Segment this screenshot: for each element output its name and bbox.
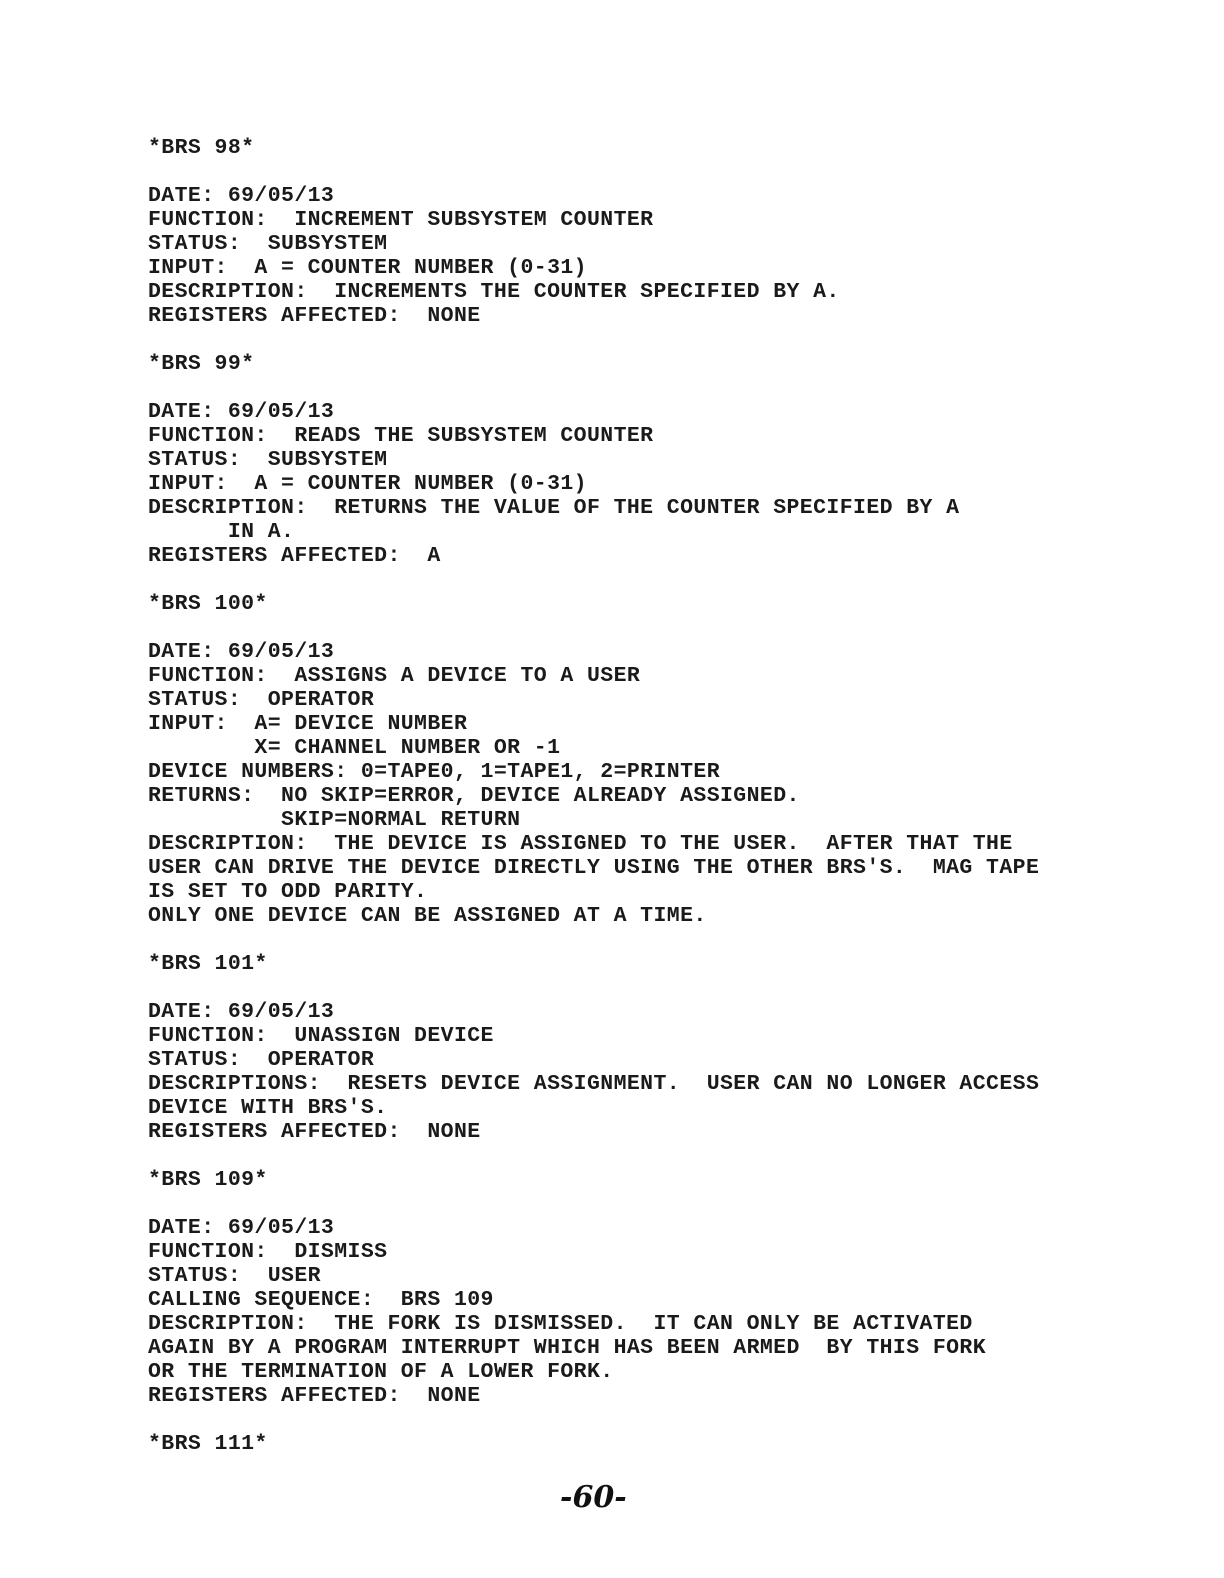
brs-100-input: INPUT: A= DEVICE NUMBER [148, 712, 468, 736]
section-header-brs-109: *BRS 109* [148, 1168, 268, 1192]
section-header-brs-99: *BRS 99* [148, 352, 255, 376]
brs-100-input-cont: X= CHANNEL NUMBER OR -1 [148, 736, 561, 760]
brs-109-description-cont-1: AGAIN BY A PROGRAM INTERRUPT WHICH HAS BEEN ARMED BY THIS FORK [148, 1336, 987, 1360]
brs-109-registers-affected: REGISTERS AFFECTED: NONE [148, 1384, 481, 1408]
brs-99-function: FUNCTION: READS THE SUBSYSTEM COUNTER [148, 424, 654, 448]
section-header-brs-101: *BRS 101* [148, 952, 268, 976]
brs-100-description: DESCRIPTION: THE DEVICE IS ASSIGNED TO THE USER. AFTER THAT THE [148, 832, 1013, 856]
brs-99-registers-affected: REGISTERS AFFECTED: A [148, 544, 441, 568]
brs-101-date: DATE: 69/05/13 [148, 1000, 335, 1024]
brs-109-calling-sequence: CALLING SEQUENCE: BRS 109 [148, 1288, 494, 1312]
section-header-brs-111: *BRS 111* [148, 1432, 268, 1456]
brs-109-function: FUNCTION: DISMISS [148, 1240, 388, 1264]
brs-99-description: DESCRIPTION: RETURNS THE VALUE OF THE COUNTER SPECIFIED BY A [148, 496, 960, 520]
brs-99-date: DATE: 69/05/13 [148, 400, 335, 424]
brs-98-function: FUNCTION: INCREMENT SUBSYSTEM COUNTER [148, 208, 654, 232]
brs-101-status: STATUS: OPERATOR [148, 1048, 375, 1072]
brs-101-descriptions: DESCRIPTIONS: RESETS DEVICE ASSIGNMENT. USER CAN NO LONGER ACCESS [148, 1072, 1040, 1096]
brs-109-date: DATE: 69/05/13 [148, 1216, 335, 1240]
brs-100-description-cont-2: IS SET TO ODD PARITY. [148, 880, 428, 904]
brs-101-descriptions-cont: DEVICE WITH BRS'S. [148, 1096, 388, 1120]
brs-100-function: FUNCTION: ASSIGNS A DEVICE TO A USER [148, 664, 641, 688]
brs-100-status: STATUS: OPERATOR [148, 688, 375, 712]
brs-98-description: DESCRIPTION: INCREMENTS THE COUNTER SPECIFIED BY A. [148, 280, 840, 304]
brs-109-status: STATUS: USER [148, 1264, 321, 1288]
brs-101-function: FUNCTION: UNASSIGN DEVICE [148, 1024, 494, 1048]
brs-101-registers-affected: REGISTERS AFFECTED: NONE [148, 1120, 481, 1144]
brs-99-input: INPUT: A = COUNTER NUMBER (0-31) [148, 472, 587, 496]
brs-100-description-cont-1: USER CAN DRIVE THE DEVICE DIRECTLY USING THE OTHER BRS'S. MAG TAPE [148, 856, 1040, 880]
brs-100-date: DATE: 69/05/13 [148, 640, 335, 664]
brs-100-device-numbers: DEVICE NUMBERS: 0=TAPE0, 1=TAPE1, 2=PRINTER [148, 760, 720, 784]
brs-109-description-cont-2: OR THE TERMINATION OF A LOWER FORK. [148, 1360, 614, 1384]
brs-100-returns-cont: SKIP=NORMAL RETURN [148, 808, 521, 832]
brs-98-date: DATE: 69/05/13 [148, 184, 335, 208]
brs-98-status: STATUS: SUBSYSTEM [148, 232, 388, 256]
section-header-brs-98: *BRS 98* [148, 136, 255, 160]
page-number: -60- [560, 1480, 627, 1515]
brs-100-returns: RETURNS: NO SKIP=ERROR, DEVICE ALREADY ASSIGNED. [148, 784, 800, 808]
brs-99-status: STATUS: SUBSYSTEM [148, 448, 388, 472]
brs-100-description-cont-3: ONLY ONE DEVICE CAN BE ASSIGNED AT A TIME. [148, 904, 707, 928]
section-header-brs-100: *BRS 100* [148, 592, 268, 616]
brs-109-description: DESCRIPTION: THE FORK IS DISMISSED. IT CAN ONLY BE ACTIVATED [148, 1312, 973, 1336]
brs-98-input: INPUT: A = COUNTER NUMBER (0-31) [148, 256, 587, 280]
brs-99-description-cont: IN A. [148, 520, 295, 544]
brs-98-registers-affected: REGISTERS AFFECTED: NONE [148, 304, 481, 328]
